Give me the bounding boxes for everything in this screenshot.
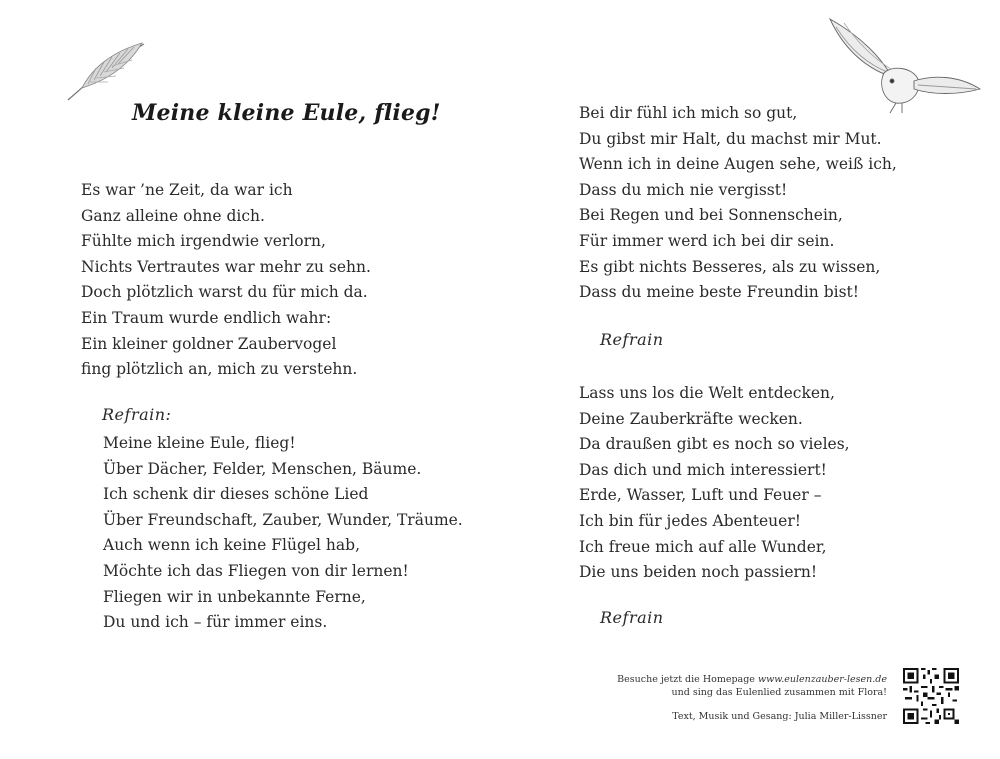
verse-3 — [579, 381, 850, 586]
refrain-line: Meine kleine Eule, flieg! — [103, 434, 296, 452]
flying-owl-icon — [822, 15, 984, 115]
verse-line: Für immer werd ich bei dir sein. — [579, 231, 835, 250]
verse-line: Du gibst mir Halt, du machst mir Mut. — [579, 129, 882, 148]
verse-line: Da draußen gibt es noch so vieles, — [579, 435, 850, 454]
qr-code-icon[interactable] — [903, 668, 959, 724]
verse-1 — [81, 178, 371, 383]
refrain-line: Auch wenn ich keine Flügel hab, — [103, 536, 360, 555]
refrain-line: Möchte ich das Fliegen von dir lernen! — [103, 561, 409, 580]
verse-line: Dass du meine beste Freundin bist! — [579, 283, 860, 302]
verse-line: Ich bin für jedes Abenteuer! — [579, 511, 801, 530]
verse-line: Das dich und mich interessiert! — [579, 460, 827, 479]
verse-line: fing plötzlich an, mich zu verstehn. — [81, 360, 358, 379]
verse-line: Fühlte mich irgendwie verlorn, — [81, 232, 326, 251]
refrain-line: Über Dächer, Felder, Menschen, Bäume. — [103, 459, 422, 478]
refrain — [103, 431, 463, 636]
homepage-link[interactable]: www.eulenzauber-lesen.de — [757, 674, 887, 685]
page-title: Meine kleine Eule, flieg! — [132, 100, 441, 126]
refrain-line: Ich schenk dir dieses schöne Lied — [103, 485, 369, 504]
homepage-note — [617, 673, 887, 699]
verse-line: Deine Zauberkräfte wecken. — [579, 409, 803, 428]
verse-line: Dass du mich nie vergisst! — [579, 180, 788, 199]
verse-line: Wenn ich in deine Augen sehe, weiß ich, — [579, 155, 897, 174]
verse-line: Es gibt nichts Besseres, als zu wissen, — [579, 257, 881, 276]
verse-line: Ich freue mich auf alle Wunder, — [579, 537, 827, 556]
verse-line: Erde, Wasser, Luft und Feuer – — [579, 486, 822, 505]
credits: Text, Musik und Gesang: Julia Miller-Lissner — [672, 711, 887, 722]
verse-line: Ganz alleine ohne dich. — [81, 206, 265, 225]
refrain-line: Fliegen wir in unbekannte Ferne, — [103, 587, 366, 606]
refrain-line: Du und ich – für immer eins. — [103, 613, 328, 632]
verse-line: Ein Traum wurde endlich wahr: — [81, 308, 332, 327]
refrain-label: Refrain — [600, 608, 664, 627]
homepage-prefix: Besuche jetzt die Homepage — [617, 674, 758, 685]
verse-2 — [579, 101, 897, 306]
verse-line: Es war ’ne Zeit, da war ich — [81, 181, 293, 199]
verse-line: Bei Regen und bei Sonnenschein, — [579, 206, 843, 225]
refrain-label: Refrain — [600, 330, 664, 349]
verse-line: Lass uns los die Welt entdecken, — [579, 384, 835, 402]
refrain-label: Refrain: — [102, 405, 172, 424]
verse-line: Die uns beiden noch passiern! — [579, 563, 818, 582]
feather-icon — [62, 38, 148, 104]
verse-line: Bei dir fühl ich mich so gut, — [579, 104, 798, 122]
verse-line: Ein kleiner goldner Zaubervogel — [81, 334, 337, 353]
refrain-line: Über Freundschaft, Zauber, Wunder, Träume. — [103, 510, 463, 529]
verse-line: Doch plötzlich warst du für mich da. — [81, 283, 368, 302]
homepage-line-2: und sing das Eulenlied zusammen mit Flora! — [671, 687, 887, 698]
verse-line: Nichts Vertrautes war mehr zu sehn. — [81, 257, 371, 276]
